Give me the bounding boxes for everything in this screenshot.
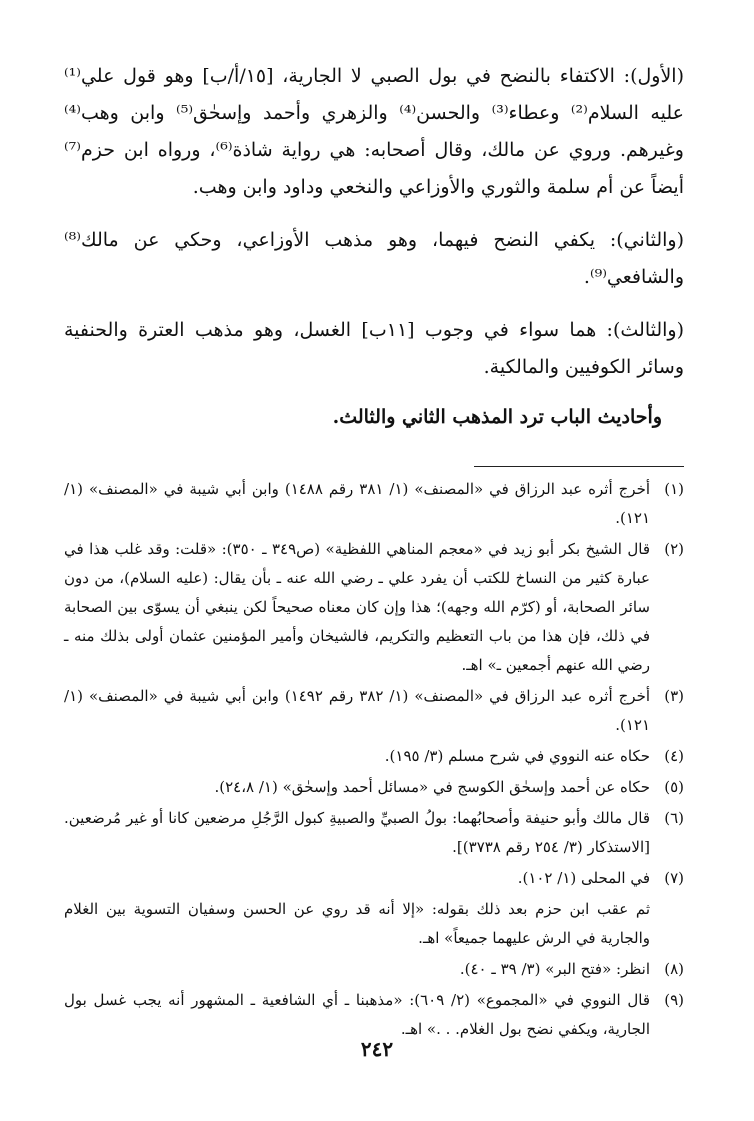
footnote-4 <box>64 742 684 771</box>
paragraph-first-opinion: (الأول): الاكتفاء بالنضح في بول الصبي لا الجارية، [١٥/أ/ب] وهو قول علي⁽¹⁾ عليه السلام⁽²⁾ وعطاء⁽³⁾ والحسن⁽⁴⁾ والزهري وأحمد وإسحٰق⁽⁵⁾ وابن وهب⁽⁴⁾ وغيرهم. وروي عن مالك، وقال أصحابه: هي رواية شاذة⁽⁶⁾، ورواه ابن حزم⁽⁷⁾ أيضاً عن أم سلمة والثوري والأوزاعي والنخعي وداود وابن وهب. <box>64 65 684 198</box>
footnote-text: حكاه عنه النووي في شرح مسلم (٣/ ١٩٥). <box>384 747 650 765</box>
footnote-number: (٨) <box>664 960 684 978</box>
footnote-text: حكاه عن أحمد وإسحٰق الكوسج في «مسائل أحمد وإسحٰق» (١/ ٢٤،٨). <box>214 778 650 796</box>
footnote-6 <box>64 804 684 862</box>
footnotes <box>64 475 684 1044</box>
footnote-1 <box>64 475 684 533</box>
footnote-number: (٢) <box>664 540 684 558</box>
footnote-text: قال مالك وأبو حنيفة وأصحابُهما: بولُ الصبيِّ والصبيةِ كبول الرَّجُلِ مرضعين كانا أو غير مُرضعين. [الاستذكار (٣/ ٢٥٤ رقم ٣٧٣٨)]. <box>64 809 650 856</box>
footnote-2 <box>64 535 684 680</box>
footnote-text: أخرج أثره عبد الرزاق في «المصنف» (١/ ٣٨١ رقم ١٤٨٨) وابن أبي شيبة في «المصنف» (١/ ١٢١). <box>64 480 651 527</box>
footnote-divider <box>474 466 684 467</box>
section-heading: وأحاديث الباب ترد المذهب الثاني والثالث. <box>332 406 662 428</box>
page-number: ٢٤٢ <box>360 1037 394 1061</box>
footnote-9 <box>64 986 684 1044</box>
footnote-number: (٤) <box>664 747 684 765</box>
footnote-text: أخرج أثره عبد الرزاق في «المصنف» (١/ ٣٨٢ رقم ١٤٩٢) وابن أبي شيبة في «المصنف» (١/ ١٢١). <box>64 687 651 734</box>
footnote-number: (٣) <box>664 687 684 705</box>
footnote-text: قال النووي في «المجموع» (٢/ ٦٠٩): «مذهبنا ـ أي الشافعية ـ المشهور أنه يجب غسل بول الجارية، ويكفي نضح بول الغلام. . .» اهـ. <box>64 991 650 1038</box>
page-body <box>64 58 684 1046</box>
footnote-number: (٥) <box>664 778 684 796</box>
footnote-7-continuation: ثم عقب ابن حزم بعد ذلك بقوله: «إلا أنه قد روي عن الحسن وسفيان التسوية بين الغلام والجارية في الرش عليهما جميعاً» اهـ. <box>64 900 650 947</box>
footnote-text: انظر: «فتح البر» (٣/ ٣٩ ـ ٤٠). <box>459 960 650 978</box>
footnote-text: قال الشيخ بكر أبو زيد في «معجم المناهي اللفظية» (ص٣٤٩ ـ ٣٥٠): «قلت: وقد غلب هذا في عبارة كثير من النساخ للكتب أن يفرد علي ـ رضي الله عنه ـ بأن يقال: (عليه السلام)، من دون سائر الصحابة، أو (كرّم الله وجهه)؛ هذا وإن كان معناه صحيحاً لكن ينبغي أن يسوّى بين الصحابة في ذلك، فإن هذا من باب التعظيم والتكريم، فالشيخان وأمير المؤمنين عثمان أولى بذلك منه ـ رضي الله عنهم أجمعين ـ» اهـ. <box>64 540 650 674</box>
main-text <box>64 58 684 386</box>
footnote-text: في المحلى (١/ ١٠٢). <box>517 869 650 887</box>
footnote-7 <box>64 864 684 893</box>
footnote-number: (٧) <box>664 869 684 887</box>
footnote-number: (٩) <box>664 991 684 1009</box>
footnote-number: (٦) <box>664 809 684 827</box>
footnote-number: (١) <box>664 480 684 498</box>
paragraph-second-opinion: (والثاني): يكفي النضح فيهما، وهو مذهب الأوزاعي، وحكي عن مالك⁽⁸⁾ والشافعي⁽⁹⁾. <box>64 229 684 288</box>
footnote-3 <box>64 682 684 740</box>
footnote-5 <box>64 773 684 802</box>
paragraph-third-opinion: (والثالث): هما سواء في وجوب [١١ب] الغسل، وهو مذهب العترة والحنفية وسائر الكوفيين والمالكية. <box>64 319 684 378</box>
footnote-8 <box>64 955 684 984</box>
